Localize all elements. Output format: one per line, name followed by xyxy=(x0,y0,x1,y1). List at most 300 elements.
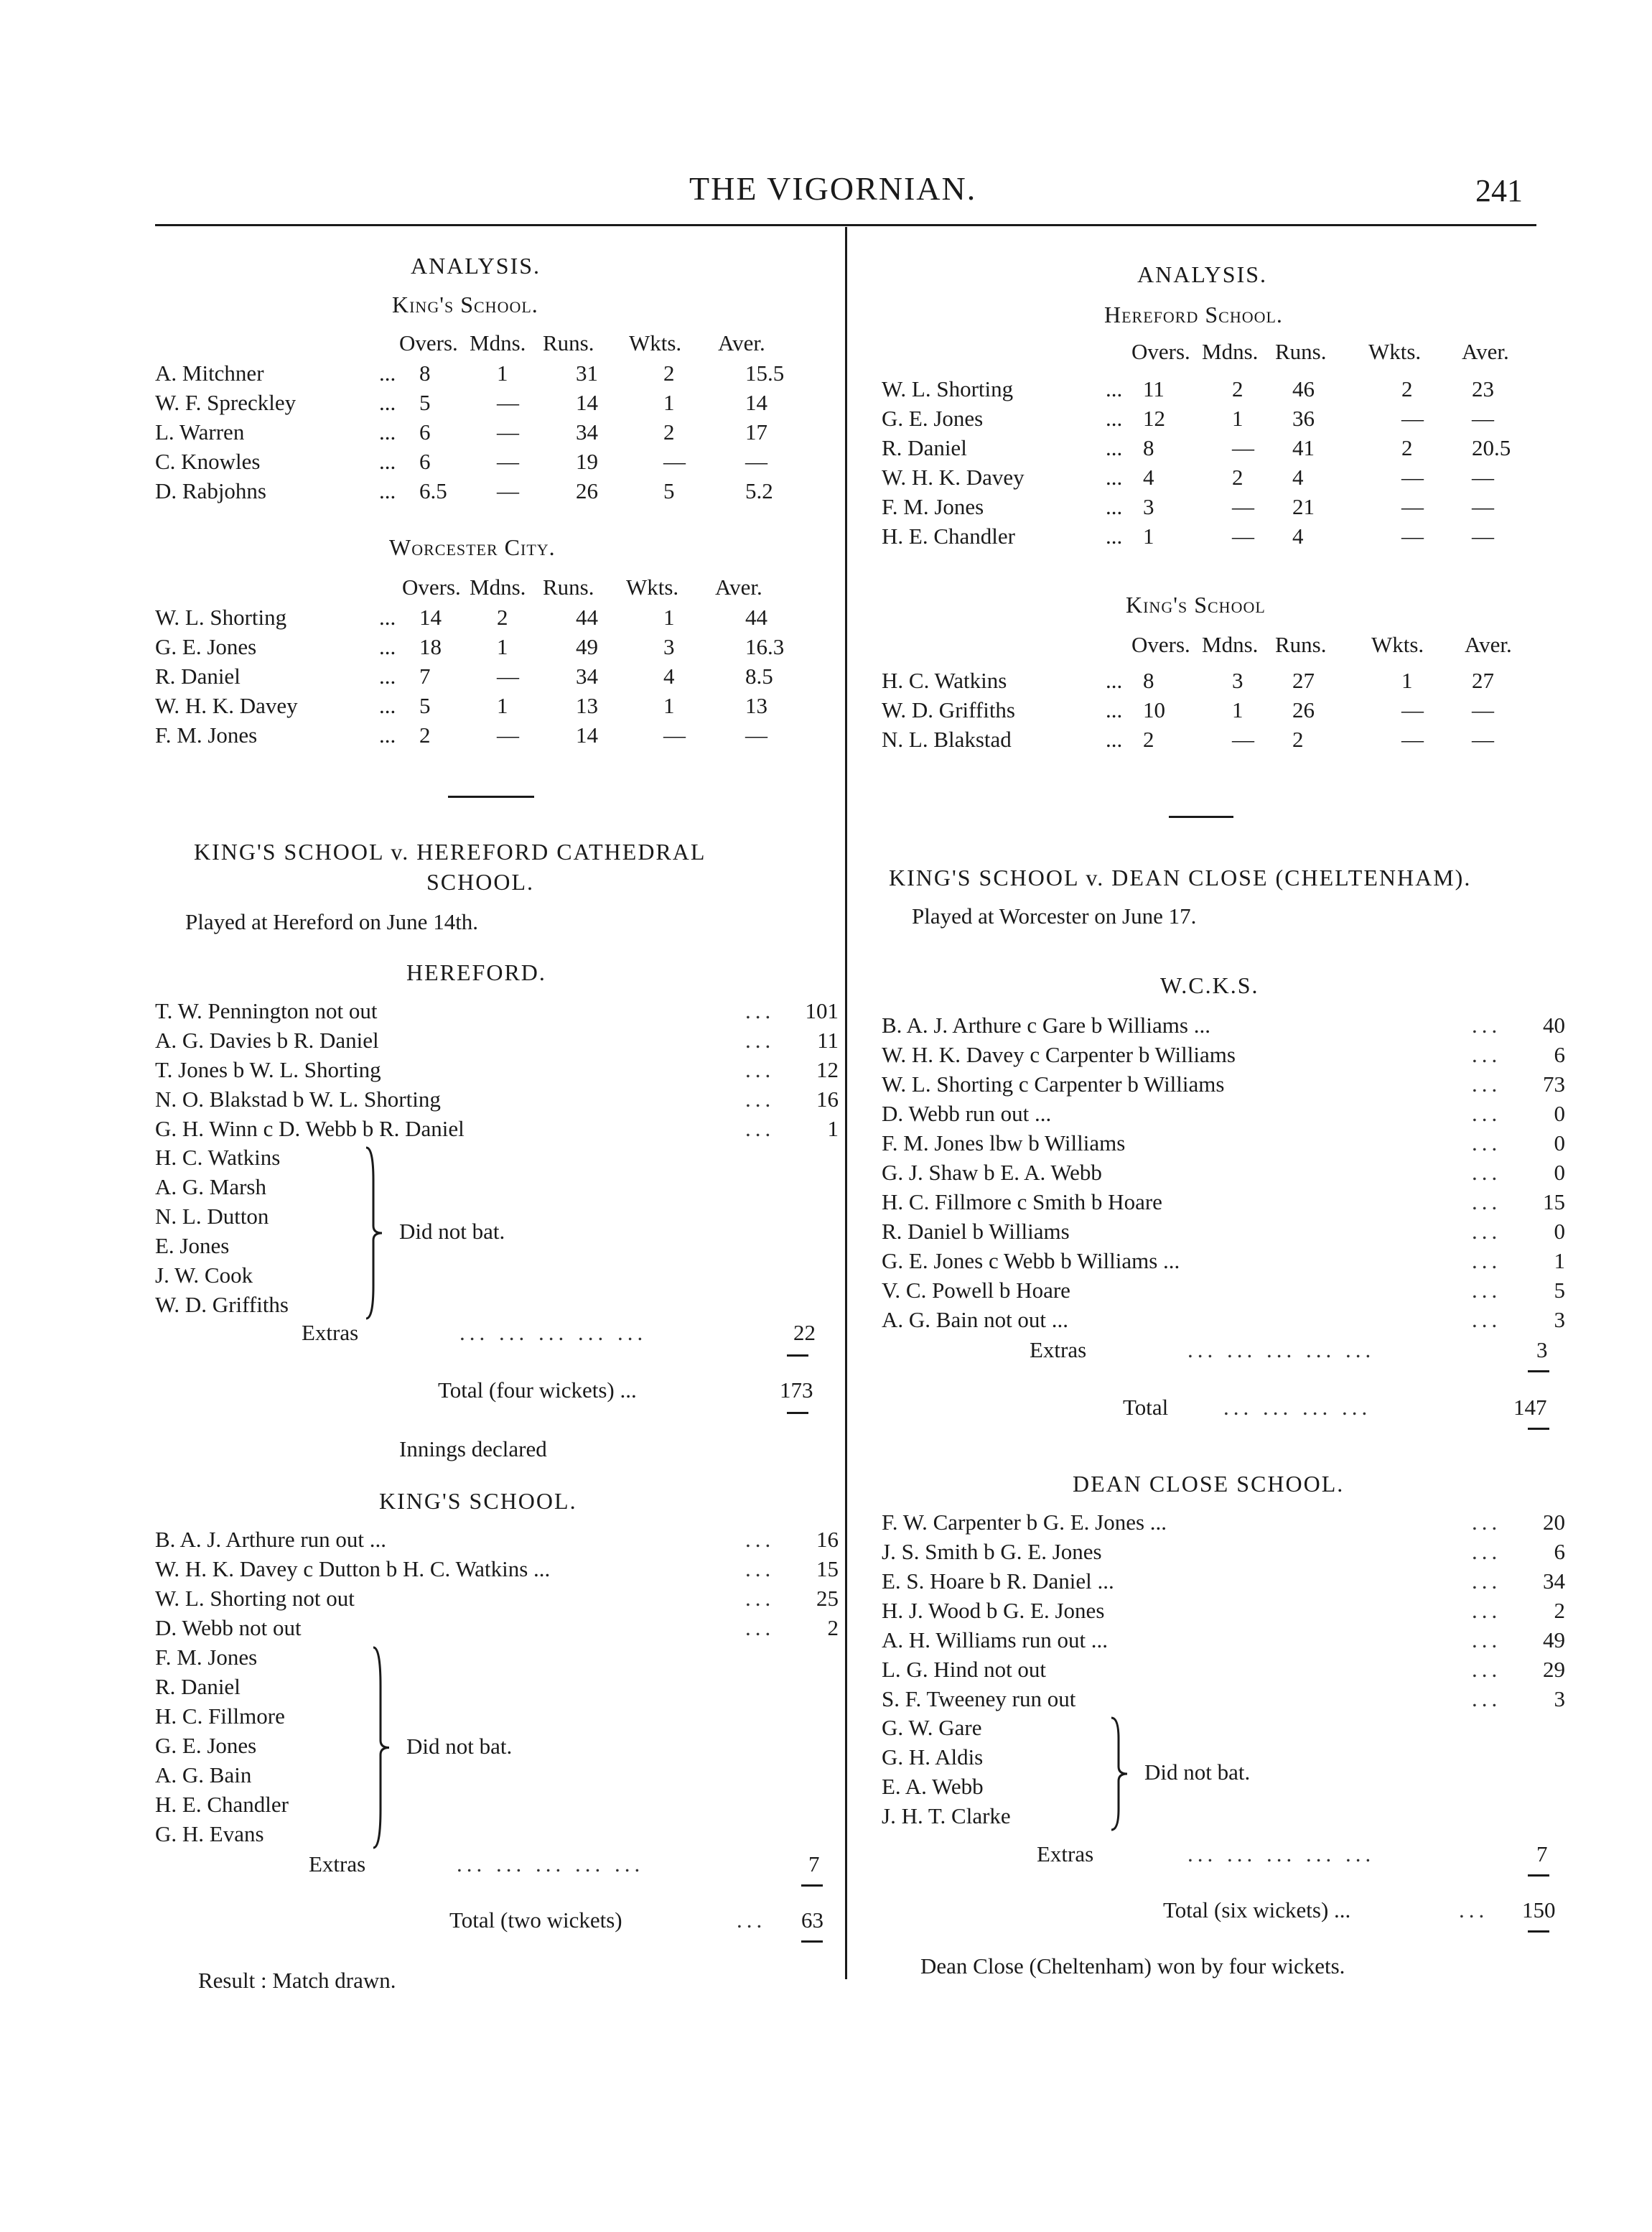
col-overs: Overs. xyxy=(1131,632,1190,657)
batsman-entry: A. G. Davies b R. Daniel xyxy=(155,1028,379,1053)
batsman-entry: W. H. K. Davey c Carpenter b Williams xyxy=(882,1042,1236,1067)
extras-number: 22 xyxy=(793,1320,816,1345)
leader-dots: ... xyxy=(1459,1897,1489,1922)
batting-row xyxy=(882,1160,1565,1190)
bowler-name: W. H. K. Davey xyxy=(882,465,1025,490)
header-rule xyxy=(155,224,1536,226)
total-number: 173 xyxy=(780,1377,813,1403)
runs-value: 0 xyxy=(1554,1160,1565,1185)
batting-row xyxy=(882,1568,1565,1599)
leader-dots: ... xyxy=(379,361,396,386)
col-overs: Overs. xyxy=(1131,339,1190,364)
wickets-value: — xyxy=(1401,465,1424,490)
leader-dots: ... xyxy=(379,722,396,748)
runs-value: 6 xyxy=(1554,1042,1565,1067)
leader-dots: ... xyxy=(1472,1657,1502,1682)
overs-value: 1 xyxy=(1143,524,1154,549)
bowler-name: F. M. Jones xyxy=(882,494,984,519)
leader-dots: ... xyxy=(1472,1013,1502,1038)
right-brace-icon xyxy=(1109,1715,1130,1833)
leader-dots: ... xyxy=(1472,1248,1502,1273)
bowler-name: A. Mitchner xyxy=(155,361,264,386)
runs-value: 1 xyxy=(827,1116,839,1141)
did-not-bat-player: J. H. T. Clarke xyxy=(882,1803,1011,1828)
col-runs: Runs. xyxy=(1275,339,1327,364)
runs-value: 15 xyxy=(1543,1189,1565,1214)
batting-row xyxy=(155,1087,839,1117)
leader-dots: ... xyxy=(1106,494,1123,519)
leader-dots: ... xyxy=(1472,1278,1502,1303)
match-title: KING'S SCHOOL v. DEAN CLOSE (CHELTENHAM). xyxy=(889,865,1472,891)
innings-heading: DEAN CLOSE SCHOOL. xyxy=(1073,1471,1345,1497)
overs-value: 12 xyxy=(1143,406,1165,431)
average-value: 14 xyxy=(745,390,767,415)
analysis-team: King's School. xyxy=(392,292,538,317)
col-mdns: Mdns. xyxy=(1202,632,1259,657)
wickets-value: — xyxy=(663,722,686,748)
runs-value: 16 xyxy=(816,1087,839,1112)
match-title-cont: SCHOOL. xyxy=(426,869,535,895)
batting-row xyxy=(882,1539,1565,1569)
overs-value: 10 xyxy=(1143,697,1165,722)
wickets-value: — xyxy=(663,449,686,474)
runs-value: 40 xyxy=(1543,1013,1565,1038)
batsman-entry: D. Webb not out xyxy=(155,1615,302,1640)
runs-value: 11 xyxy=(817,1028,839,1053)
sum-rule xyxy=(787,1354,808,1357)
did-not-bat-player: F. M. Jones xyxy=(155,1645,258,1670)
overs-value: 6 xyxy=(419,449,431,474)
maidens-value: — xyxy=(1232,727,1254,752)
sum-rule xyxy=(1528,1874,1549,1877)
leader-dots: ... ... ... ... ... xyxy=(1187,1337,1376,1362)
did-not-bat-player: E. A. Webb xyxy=(882,1774,984,1799)
did-not-bat-player: R. Daniel xyxy=(155,1674,241,1699)
sum-rule xyxy=(801,1940,823,1943)
batting-row xyxy=(882,1510,1565,1540)
leader-dots: ... xyxy=(379,478,396,503)
total-number: 63 xyxy=(801,1907,823,1933)
col-mdns: Mdns. xyxy=(470,330,526,355)
brace-path xyxy=(366,1148,382,1319)
batsman-entry: J. S. Smith b G. E. Jones xyxy=(882,1539,1102,1564)
runs-value: 34 xyxy=(576,664,598,689)
runs-value: 14 xyxy=(576,722,598,748)
sum-rule xyxy=(801,1884,823,1887)
wickets-value: 2 xyxy=(1401,435,1413,460)
col-wkts: Wkts. xyxy=(1371,632,1424,657)
brace-path xyxy=(373,1647,389,1848)
batsman-entry: H. C. Fillmore c Smith b Hoare xyxy=(882,1189,1162,1214)
did-not-bat-label: Did not bat. xyxy=(399,1219,505,1244)
leader-dots: ... xyxy=(1106,668,1123,693)
batting-row xyxy=(155,1556,839,1586)
runs-value: 2 xyxy=(1292,727,1304,752)
col-aver: Aver. xyxy=(718,330,765,355)
average-value: 8.5 xyxy=(745,664,773,689)
analysis-heading: ANALYSIS. xyxy=(1137,261,1268,287)
overs-value: 6.5 xyxy=(419,478,447,503)
leader-dots: ... xyxy=(745,998,775,1023)
runs-value: 34 xyxy=(576,419,598,445)
did-not-bat-player: G. W. Gare xyxy=(882,1715,982,1740)
runs-value: 12 xyxy=(816,1057,839,1082)
innings-heading: KING'S SCHOOL. xyxy=(379,1488,577,1514)
col-overs: Overs. xyxy=(402,575,461,600)
leader-dots: ... xyxy=(1472,1160,1502,1185)
leader-dots: ... xyxy=(1472,1686,1502,1711)
did-not-bat-player: E. Jones xyxy=(155,1233,230,1258)
runs-value: 27 xyxy=(1292,668,1315,693)
overs-value: 5 xyxy=(419,390,431,415)
sum-rule xyxy=(1528,1428,1549,1430)
batting-row xyxy=(155,1615,839,1645)
runs-value: 3 xyxy=(1554,1686,1565,1711)
innings-heading: HEREFORD. xyxy=(406,959,546,985)
average-value: — xyxy=(1472,697,1494,722)
batsman-entry: D. Webb run out ... xyxy=(882,1101,1052,1126)
runs-value: 2 xyxy=(1554,1598,1565,1623)
leader-dots: ... xyxy=(1472,1627,1502,1652)
runs-value: 4 xyxy=(1292,465,1304,490)
batting-row xyxy=(882,1686,1565,1716)
wickets-value: — xyxy=(1401,406,1424,431)
batsman-entry: T. Jones b W. L. Shorting xyxy=(155,1057,381,1082)
maidens-value: 2 xyxy=(1232,465,1243,490)
batting-row xyxy=(882,1189,1565,1219)
wickets-value: 1 xyxy=(663,605,675,630)
batting-row xyxy=(882,1101,1565,1131)
runs-value: 49 xyxy=(1543,1627,1565,1652)
bowler-name: W. D. Griffiths xyxy=(882,697,1015,722)
maidens-value: — xyxy=(497,449,519,474)
maidens-value: — xyxy=(497,478,519,503)
batsman-entry: G. E. Jones c Webb b Williams ... xyxy=(882,1248,1180,1273)
maidens-value: 1 xyxy=(497,634,508,659)
batsman-entry: R. Daniel b Williams xyxy=(882,1219,1070,1244)
leader-dots: ... xyxy=(745,1615,775,1640)
leader-dots: ... ... ... ... xyxy=(1223,1395,1372,1420)
leader-dots: ... xyxy=(1472,1510,1502,1535)
leader-dots: ... xyxy=(1472,1071,1502,1097)
col-aver: Aver. xyxy=(715,575,762,600)
page-number: 241 xyxy=(1475,173,1523,208)
bowler-name: W. L. Shorting xyxy=(882,376,1014,401)
right-brace-icon xyxy=(363,1145,385,1321)
total-text: Total (two wickets) xyxy=(449,1907,622,1933)
col-aver: Aver. xyxy=(1465,632,1512,657)
batsman-entry: G. H. Winn c D. Webb b R. Daniel xyxy=(155,1116,465,1141)
analysis-team: Hereford School. xyxy=(1104,302,1283,327)
leader-dots: ... xyxy=(379,419,396,445)
col-mdns: Mdns. xyxy=(1202,339,1259,364)
average-value: — xyxy=(1472,494,1494,519)
total-text: Total (six wickets) ... xyxy=(1163,1897,1351,1922)
total-text: Total (four wickets) ... xyxy=(438,1377,637,1403)
bowler-name: H. C. Watkins xyxy=(882,668,1007,693)
maidens-value: 1 xyxy=(1232,406,1243,431)
bowler-name: N. L. Blakstad xyxy=(882,727,1012,752)
average-value: 44 xyxy=(745,605,767,630)
maidens-value: — xyxy=(497,664,519,689)
average-value: 16.3 xyxy=(745,634,785,659)
section-rule xyxy=(448,796,534,798)
leader-dots: ... xyxy=(1472,1307,1502,1332)
col-runs: Runs. xyxy=(1275,632,1327,657)
match-title: KING'S SCHOOL v. HEREFORD CATHEDRAL xyxy=(194,839,706,865)
col-mdns: Mdns. xyxy=(470,575,526,600)
maidens-value: 1 xyxy=(497,693,508,718)
leader-dots: ... xyxy=(1472,1042,1502,1067)
leader-dots: ... xyxy=(379,634,396,659)
runs-value: 36 xyxy=(1292,406,1315,431)
maidens-value: 2 xyxy=(1232,376,1243,401)
did-not-bat-player: A. G. Bain xyxy=(155,1762,252,1787)
wickets-value: 4 xyxy=(663,664,675,689)
average-value: 17 xyxy=(745,419,767,445)
leader-dots: ... xyxy=(745,1586,775,1611)
wickets-value: — xyxy=(1401,524,1424,549)
batsman-entry: N. O. Blakstad b W. L. Shorting xyxy=(155,1087,441,1112)
runs-value: 26 xyxy=(576,478,598,503)
maidens-value: 2 xyxy=(497,605,508,630)
batsman-entry: W. L. Shorting c Carpenter b Williams xyxy=(882,1071,1225,1097)
leader-dots: ... xyxy=(1106,406,1123,431)
match-result: Dean Close (Cheltenham) won by four wickets. xyxy=(920,1953,1345,1978)
col-wkts: Wkts. xyxy=(626,575,679,600)
runs-value: 73 xyxy=(1543,1071,1565,1097)
wickets-value: 1 xyxy=(1401,668,1413,693)
batsman-entry: B. A. J. Arthure run out ... xyxy=(155,1527,387,1552)
section-rule xyxy=(1169,816,1233,818)
wickets-value: — xyxy=(1401,727,1424,752)
extras-text: Extras xyxy=(1037,1841,1094,1866)
average-value: 5.2 xyxy=(745,478,773,503)
batting-row xyxy=(882,1307,1565,1337)
runs-value: 0 xyxy=(1554,1219,1565,1244)
runs-value: 20 xyxy=(1543,1510,1565,1535)
did-not-bat-player: N. L. Dutton xyxy=(155,1204,269,1229)
batsman-entry: T. W. Pennington not out xyxy=(155,998,378,1023)
wickets-value: — xyxy=(1401,494,1424,519)
batsman-entry: G. J. Shaw b E. A. Webb xyxy=(882,1160,1102,1185)
batsman-entry: A. G. Bain not out ... xyxy=(882,1307,1069,1332)
total-text: Total xyxy=(1123,1395,1169,1420)
runs-value: 41 xyxy=(1292,435,1315,460)
batsman-entry: F. W. Carpenter b G. E. Jones ... xyxy=(882,1510,1167,1535)
batting-row xyxy=(882,1248,1565,1278)
batsman-entry: W. L. Shorting not out xyxy=(155,1586,355,1611)
leader-dots: ... xyxy=(1106,697,1123,722)
extras-text: Extras xyxy=(302,1320,359,1345)
overs-value: 2 xyxy=(419,722,431,748)
batting-row xyxy=(882,1071,1565,1102)
extras-number: 7 xyxy=(808,1851,820,1877)
col-wkts: Wkts. xyxy=(629,330,682,355)
overs-value: 8 xyxy=(1143,435,1154,460)
runs-value: 101 xyxy=(805,998,839,1023)
col-runs: Runs. xyxy=(543,330,594,355)
col-wkts: Wkts. xyxy=(1368,339,1422,364)
average-value: 20.5 xyxy=(1472,435,1511,460)
leader-dots: ... xyxy=(1106,727,1123,752)
maidens-value: 3 xyxy=(1232,668,1243,693)
sum-rule xyxy=(1528,1930,1549,1933)
runs-value: 6 xyxy=(1554,1539,1565,1564)
batsman-entry: E. S. Hoare b R. Daniel ... xyxy=(882,1568,1114,1594)
batsman-entry: W. H. K. Davey c Dutton b H. C. Watkins ... xyxy=(155,1556,551,1581)
runs-value: 0 xyxy=(1554,1130,1565,1155)
bowler-name: G. E. Jones xyxy=(155,634,257,659)
runs-value: 25 xyxy=(816,1586,839,1611)
runs-value: 16 xyxy=(816,1527,839,1552)
average-value: 23 xyxy=(1472,376,1494,401)
average-value: 15.5 xyxy=(745,361,785,386)
overs-value: 18 xyxy=(419,634,442,659)
average-value: — xyxy=(1472,465,1494,490)
leader-dots: ... xyxy=(745,1527,775,1552)
did-not-bat-player: J. W. Cook xyxy=(155,1263,253,1288)
leader-dots: ... xyxy=(1472,1101,1502,1126)
maidens-value: — xyxy=(497,722,519,748)
runs-value: 21 xyxy=(1292,494,1315,519)
leader-dots: ... xyxy=(379,693,396,718)
analysis-team: King's School xyxy=(1126,592,1266,618)
did-not-bat-player: G. H. Evans xyxy=(155,1821,264,1846)
extras-number: 3 xyxy=(1536,1337,1548,1362)
batting-row xyxy=(882,1130,1565,1161)
analysis-team: Worcester City. xyxy=(389,534,556,560)
leader-dots: ... xyxy=(1472,1219,1502,1244)
runs-value: 29 xyxy=(1543,1657,1565,1682)
bowler-name: R. Daniel xyxy=(155,664,241,689)
leader-dots: ... ... ... ... ... xyxy=(457,1851,645,1877)
maidens-value: 1 xyxy=(497,361,508,386)
batting-row xyxy=(882,1219,1565,1249)
batting-row xyxy=(155,1057,839,1087)
leader-dots: ... xyxy=(1472,1189,1502,1214)
runs-value: 31 xyxy=(576,361,598,386)
total-number: 150 xyxy=(1522,1897,1556,1922)
batsman-entry: L. G. Hind not out xyxy=(882,1657,1047,1682)
extras-number: 7 xyxy=(1536,1841,1548,1866)
average-value: 27 xyxy=(1472,668,1494,693)
sum-rule xyxy=(787,1412,808,1414)
match-result: Result : Match drawn. xyxy=(198,1968,396,1993)
bowler-name: L. Warren xyxy=(155,419,245,445)
average-value: — xyxy=(1472,727,1494,752)
runs-value: 34 xyxy=(1543,1568,1565,1594)
leader-dots: ... xyxy=(1472,1598,1502,1623)
brace-path xyxy=(1111,1718,1127,1830)
leader-dots: ... xyxy=(745,1028,775,1053)
bowler-name: F. M. Jones xyxy=(155,722,258,748)
runs-value: 0 xyxy=(1554,1101,1565,1126)
maidens-value: — xyxy=(1232,524,1254,549)
leader-dots: ... xyxy=(745,1087,775,1112)
sum-rule xyxy=(1528,1370,1549,1372)
extras-text: Extras xyxy=(309,1851,366,1877)
bowler-name: W. H. K. Davey xyxy=(155,693,298,718)
leader-dots: ... xyxy=(379,605,396,630)
runs-value: 15 xyxy=(816,1556,839,1581)
overs-value: 3 xyxy=(1143,494,1154,519)
runs-value: 13 xyxy=(576,693,598,718)
bowler-name: D. Rabjohns xyxy=(155,478,266,503)
maidens-value: — xyxy=(497,390,519,415)
leader-dots: ... xyxy=(1106,524,1123,549)
maidens-value: — xyxy=(497,419,519,445)
leader-dots: ... xyxy=(1106,376,1123,401)
batting-row xyxy=(155,1586,839,1616)
bowler-name: W. L. Shorting xyxy=(155,605,287,630)
did-not-bat-player: A. G. Marsh xyxy=(155,1174,266,1199)
leader-dots: ... xyxy=(1106,465,1123,490)
innings-heading: W.C.K.S. xyxy=(1160,972,1259,998)
leader-dots: ... xyxy=(1472,1130,1502,1155)
batting-row xyxy=(155,1116,839,1146)
batting-row xyxy=(882,1278,1565,1308)
bowler-name: C. Knowles xyxy=(155,449,261,474)
did-not-bat-label: Did not bat. xyxy=(406,1733,513,1759)
col-aver: Aver. xyxy=(1462,339,1509,364)
leader-dots: ... xyxy=(745,1556,775,1581)
average-value: — xyxy=(745,449,767,474)
runs-value: 49 xyxy=(576,634,598,659)
overs-value: 14 xyxy=(419,605,442,630)
wickets-value: 3 xyxy=(663,634,675,659)
match-venue: Played at Hereford on June 14th. xyxy=(185,909,479,934)
extras-text: Extras xyxy=(1030,1337,1087,1362)
average-value: — xyxy=(1472,406,1494,431)
batsman-entry: B. A. J. Arthure c Gare b Williams ... xyxy=(882,1013,1210,1038)
did-not-bat-player: H. C. Fillmore xyxy=(155,1703,285,1729)
runs-value: 5 xyxy=(1554,1278,1565,1303)
wickets-value: 2 xyxy=(663,419,675,445)
average-value: 13 xyxy=(745,693,767,718)
batting-row xyxy=(882,1013,1565,1043)
batting-row xyxy=(155,998,839,1028)
bowler-name: W. F. Spreckley xyxy=(155,390,297,415)
average-value: — xyxy=(745,722,767,748)
overs-value: 5 xyxy=(419,693,431,718)
did-not-bat-label: Did not bat. xyxy=(1144,1759,1251,1785)
leader-dots: ... ... ... ... ... xyxy=(1187,1841,1376,1866)
wickets-value: 2 xyxy=(663,361,675,386)
overs-value: 6 xyxy=(419,419,431,445)
runs-value: 46 xyxy=(1292,376,1315,401)
wickets-value: 1 xyxy=(663,693,675,718)
column-divider xyxy=(845,227,847,1979)
overs-value: 7 xyxy=(419,664,431,689)
batting-row xyxy=(882,1657,1565,1687)
batting-row xyxy=(882,1627,1565,1657)
bowler-name: H. E. Chandler xyxy=(882,524,1015,549)
did-not-bat-player: H. C. Watkins xyxy=(155,1145,281,1170)
batting-row xyxy=(155,1527,839,1557)
wickets-value: — xyxy=(1401,697,1424,722)
maidens-value: 1 xyxy=(1232,697,1243,722)
leader-dots: ... xyxy=(745,1116,775,1141)
batting-row xyxy=(882,1598,1565,1628)
leader-dots: ... xyxy=(379,664,396,689)
page-title: THE VIGORNIAN. xyxy=(689,170,977,207)
leader-dots: ... xyxy=(1472,1539,1502,1564)
analysis-heading: ANALYSIS. xyxy=(411,253,541,279)
overs-value: 8 xyxy=(1143,668,1154,693)
leader-dots: ... xyxy=(1106,435,1123,460)
overs-value: 4 xyxy=(1143,465,1154,490)
